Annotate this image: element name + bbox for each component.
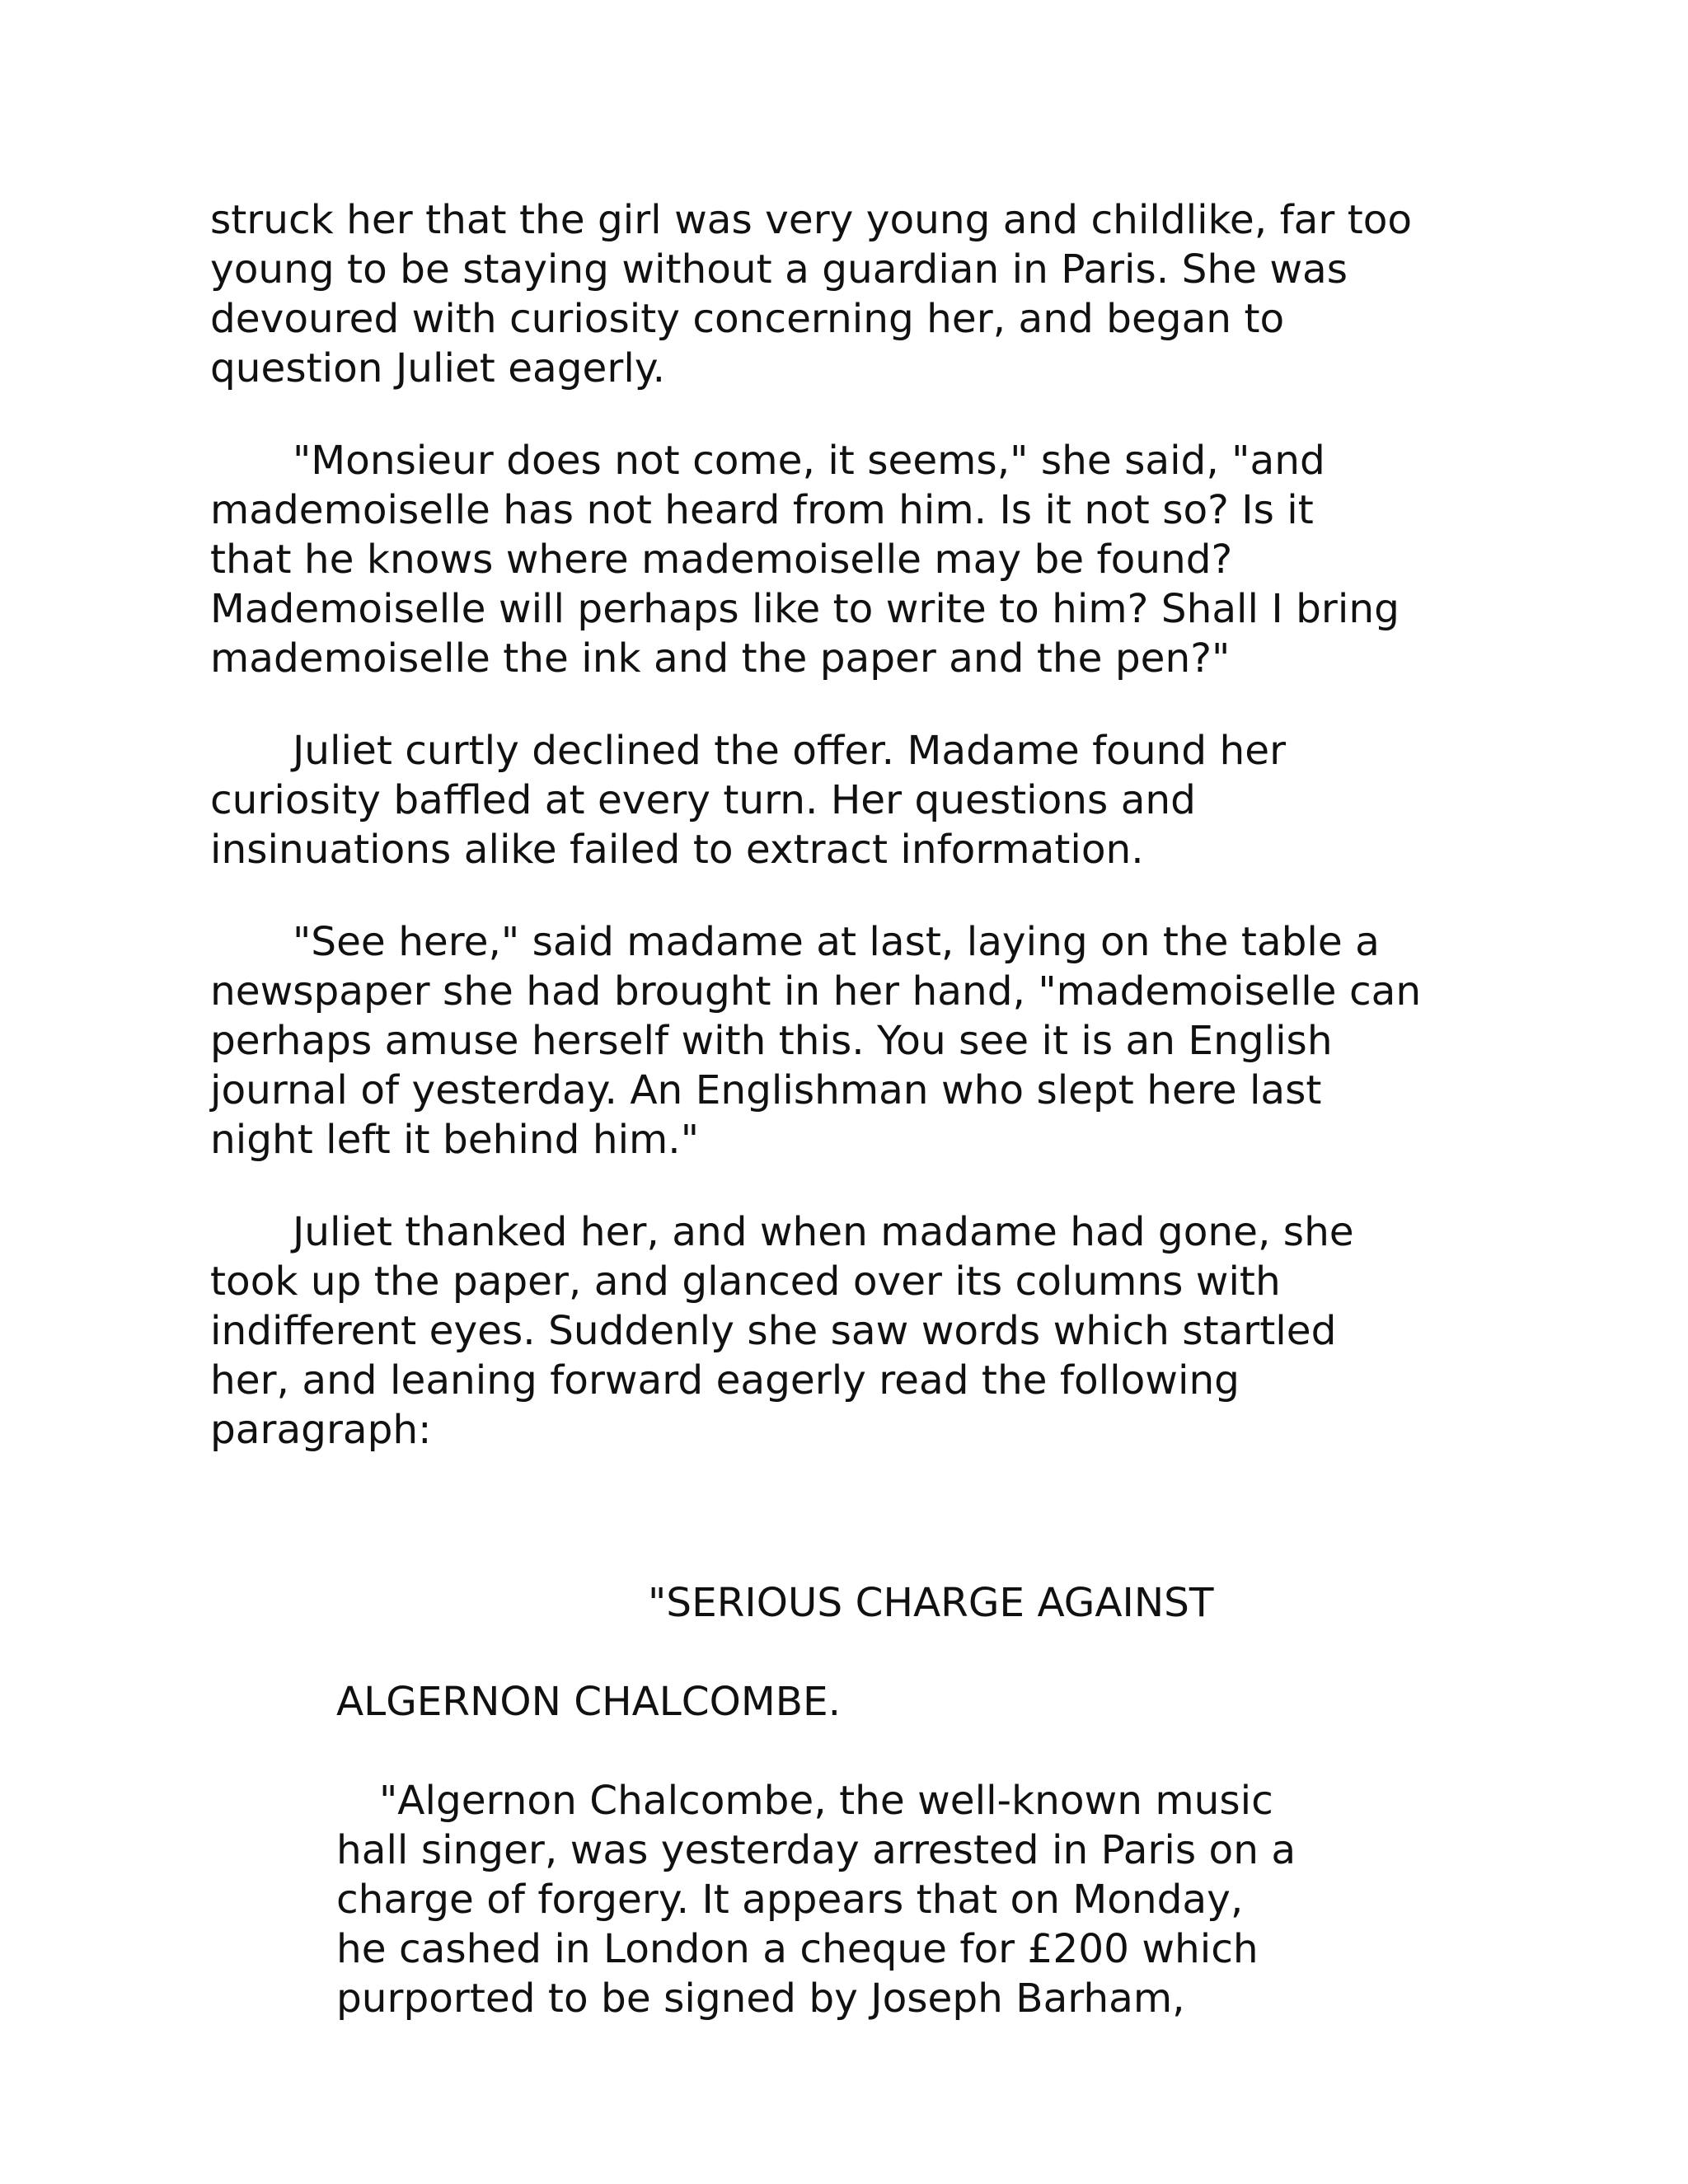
quote-body: "Algernon Chalcombe, the well-known music hall singer, was yesterday arrested in Paris on a charge of forgery. It appears that on Monday, he cashed in London a cheque for £200 which purported to be signed by Joseph Barham, <box>336 1778 1296 2022</box>
paragraph-3: Juliet curtly declined the offer. Madame found her curiosity baffled at every turn. Her questions and insinuations alike failed to extract information. <box>210 728 1287 873</box>
quote-headline-line-2: ALGERNON CHALCOMBE. <box>336 1679 842 1725</box>
quote-headline <box>336 1529 1408 1727</box>
paragraph-1: struck her that the girl was very young and childlike, far too young to be staying without a guardian in Paris. She was devoured with curiosity concerning her, and began to question Juliet eagerly. <box>210 197 1413 391</box>
body-text <box>210 195 1479 1497</box>
quote-headline-line-1: "SERIOUS CHARGE AGAINST <box>648 1580 1214 1626</box>
paragraph-4: "See here," said madame at last, laying on the table a newspaper she had brought in her hand, "mademoiselle can perhaps amuse herself with this. You see it is an English journal of yesterday. An Englishman who slept here last night left it behind him." <box>210 919 1422 1163</box>
newspaper-quote <box>336 1529 1408 2023</box>
paragraph-5: Juliet thanked her, and when madame had gone, she took up the paper, and glanced over its columns with indifferent eyes. Suddenly she saw words which startled her, and leaning forward eagerly read the following paragraph: <box>210 1209 1354 1453</box>
paragraph-2: "Monsieur does not come, it seems," she said, "and mademoiselle has not heard from him. Is it not so? Is it that he knows where mademoiselle may be found? Mademoiselle will perhaps like to write to him? Shall I bring mademoiselle the ink and the paper and the pen?" <box>210 438 1400 682</box>
